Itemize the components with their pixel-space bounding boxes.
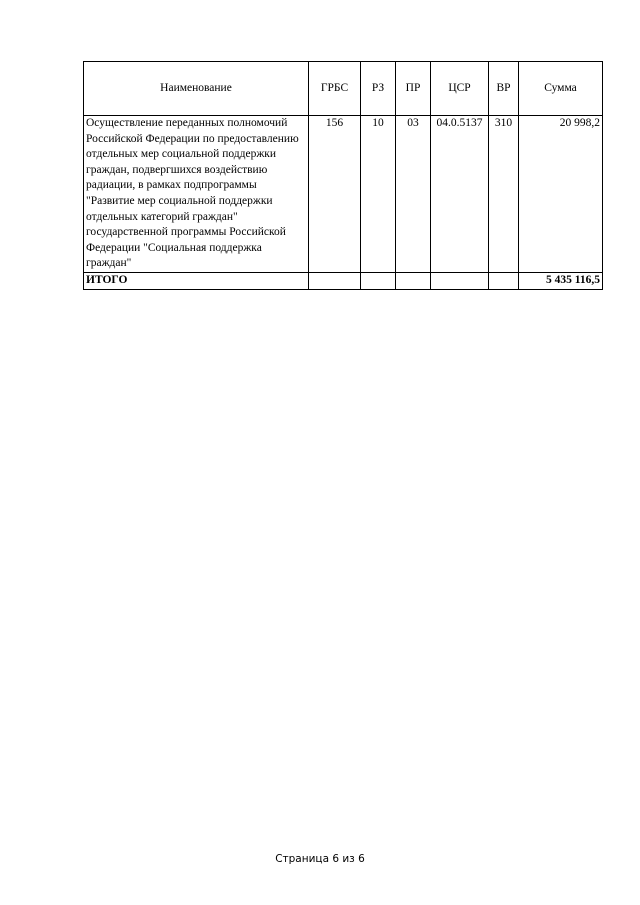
table-header-row — [84, 62, 603, 116]
header-name: Наименование — [84, 62, 309, 116]
row-rz-cell: 10 — [361, 116, 396, 273]
total-label: ИТОГО — [84, 272, 309, 289]
row-sum-cell: 20 998,2 — [519, 116, 603, 273]
total-empty-cell — [309, 272, 361, 289]
row-csr-cell: 04.0.5137 — [431, 116, 489, 273]
header-grbs: ГРБС — [309, 62, 361, 116]
header-csr: ЦСР — [431, 62, 489, 116]
row-vr-cell: 310 — [489, 116, 519, 273]
table-row — [84, 116, 603, 273]
row-grbs-cell: 156 — [309, 116, 361, 273]
header-rz: РЗ — [361, 62, 396, 116]
budget-table — [83, 61, 603, 290]
total-empty-cell — [489, 272, 519, 289]
header-pr: ПР — [396, 62, 431, 116]
row-name-cell: Осуществление переданных полномочий Российской Федерации по предоставлению отдельных мер социальной поддержки граждан, подвергшихся воздействию радиации, в рамках подпрограммы "Развитие мер социальной поддержки отдельных категорий граждан" государственной программы Российской Федерации "Социальная поддержка граждан" — [84, 116, 309, 273]
total-empty-cell — [396, 272, 431, 289]
total-row — [84, 272, 603, 289]
page-footer: Страница 6 из 6 — [275, 853, 365, 865]
header-vr: ВР — [489, 62, 519, 116]
total-empty-cell — [431, 272, 489, 289]
row-pr-cell: 03 — [396, 116, 431, 273]
total-empty-cell — [361, 272, 396, 289]
header-sum: Сумма — [519, 62, 603, 116]
total-sum: 5 435 116,5 — [519, 272, 603, 289]
